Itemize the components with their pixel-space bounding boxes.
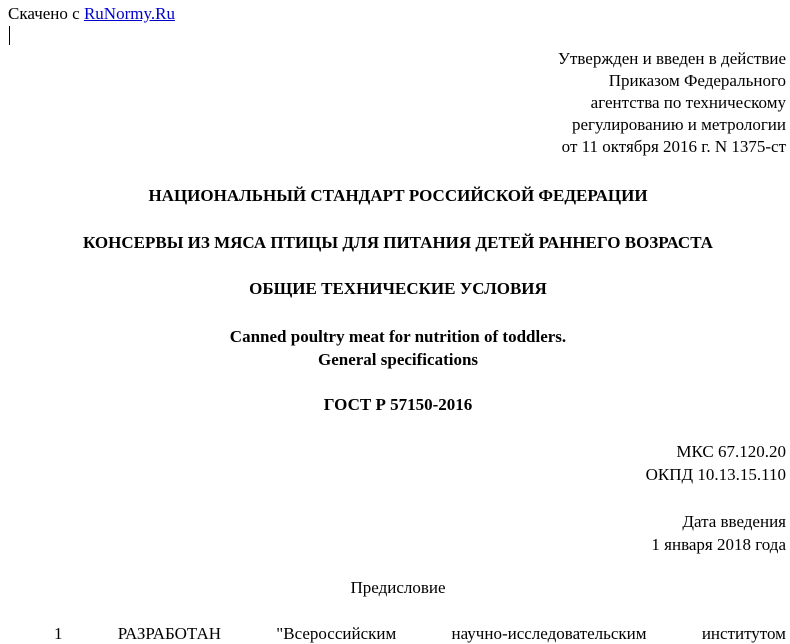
paragraph-word: научно-исследовательским	[451, 624, 647, 643]
preface-heading: Предисловие	[350, 578, 446, 597]
gost-number: ГОСТ Р 57150-2016	[323, 395, 473, 414]
source-prefix: Скачено с	[8, 4, 80, 23]
text-cursor	[9, 26, 10, 45]
intro-date: 1 января 2018 года	[651, 535, 786, 554]
paragraph-number: 1	[54, 624, 63, 643]
english-title	[0, 325, 790, 371]
introduction-date	[486, 510, 786, 556]
approval-line: Утвержден и введен в действие	[557, 49, 786, 68]
classification-codes	[486, 440, 786, 486]
english-title-line1: Canned poultry meat for nutrition of toddlers.	[229, 327, 567, 346]
approval-line: Приказом Федерального	[608, 71, 786, 90]
document-subtitle: ОБЩИЕ ТЕХНИЧЕСКИЕ УСЛОВИЯ	[249, 279, 547, 298]
paragraph-word: РАЗРАБОТАН	[117, 624, 222, 643]
mks-code: МКС 67.120.20	[676, 442, 786, 461]
english-title-line2: General specifications	[317, 350, 479, 369]
intro-label: Дата введения	[682, 512, 786, 531]
approval-block	[386, 48, 786, 158]
approval-line: от 11 октября 2016 г. N 1375-ст	[561, 137, 786, 156]
paragraph-1	[54, 623, 786, 644]
approval-line: агентства по техническому	[590, 93, 786, 112]
source-link[interactable]: RuNormy.Ru	[83, 4, 175, 23]
document-title: КОНСЕРВЫ ИЗ МЯСА ПТИЦЫ ДЛЯ ПИТАНИЯ ДЕТЕЙ РАННЕГО ВОЗРАСТА	[83, 233, 713, 252]
paragraph-word: институтом	[701, 624, 786, 643]
approval-line: регулированию и метрологии	[571, 115, 786, 134]
source-line	[8, 3, 175, 24]
okpd-code: ОКПД 10.13.15.110	[645, 465, 786, 484]
paragraph-word: "Всероссийским	[276, 624, 397, 643]
national-standard-heading: НАЦИОНАЛЬНЫЙ СТАНДАРТ РОССИЙСКОЙ ФЕДЕРАЦИИ	[148, 186, 648, 205]
